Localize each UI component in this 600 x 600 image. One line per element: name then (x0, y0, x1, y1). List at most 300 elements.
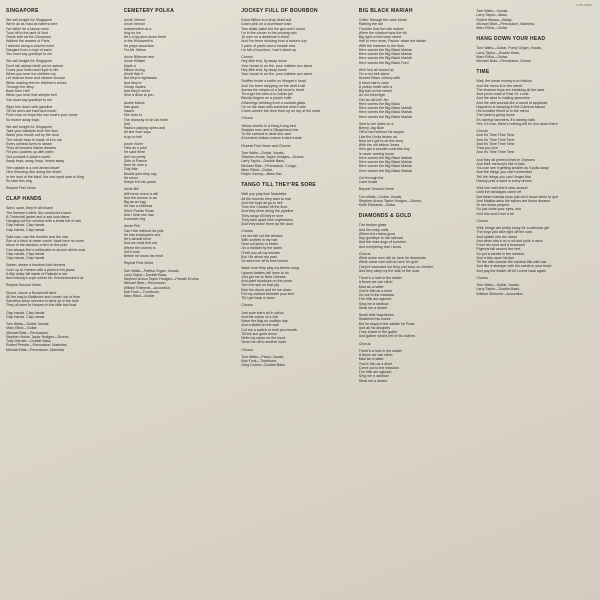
credit-line: Tom Waits—Vocals, (476, 9, 509, 13)
column-5 (476, 4, 594, 600)
lyric-line: Independent as a (123, 26, 152, 31)
lyric-line: He's a big shot down there (123, 35, 167, 39)
lyric-line: What some men will do here for diamonds (358, 256, 426, 260)
lyric-line: Now he runs a (123, 163, 147, 167)
lyric-line: Keeps it in his pants (123, 180, 156, 184)
lyric-line: And it's Time Time Time (476, 150, 515, 155)
lyric-line: They're wounded but they just keep on climbin' (358, 264, 434, 269)
lyric-line: Can always find a millionaire to shovel all the coal (6, 247, 86, 252)
lyric-line: They tango till they're sore (241, 213, 284, 218)
song-hang-down-your-head (476, 36, 590, 63)
lyric-line: And they leave them by the door (241, 222, 293, 226)
lyric-line: Till his arms are hard and mean (6, 109, 57, 113)
lyric-line: Uncle William (123, 59, 146, 64)
song-title: JOCKEY FULL OF BOURBON (241, 8, 318, 14)
lyric-line: Across the stripes of a full moon's head (241, 87, 304, 92)
lyric-line: And the things you can't remember (476, 170, 532, 175)
song-diamonds-gold (359, 213, 473, 383)
column-1 (6, 4, 124, 600)
lyric-line: Moon in the window, a bird on the pole (6, 243, 68, 248)
lyric-line: Chorus (358, 341, 371, 346)
credit-line: Michael Blair—Percussion, Congo, (241, 163, 297, 168)
lyric-line: Here comes the Big Black Mariah (358, 168, 413, 173)
lyric-line: Kick the drunk and let me down (241, 287, 292, 292)
lyric-line: Ain't no pretty (123, 154, 146, 159)
lyric-lines (476, 79, 590, 280)
lyric-line: And all his disciples (358, 325, 391, 330)
lyric-line: History puts a saint in every dream (476, 178, 532, 183)
lyric-line: Girls in France (123, 158, 147, 163)
lyric-line: Send me off to another town (241, 340, 287, 345)
lyric-line: Let me fall out the window (241, 233, 283, 238)
lyric-line: A wooden leg (123, 217, 146, 221)
lyric-line: Goin' up to Harlem with a pistol in his jeans (6, 267, 75, 272)
lyric-line: Cut through the (358, 175, 384, 180)
lyric-line: He plays accordion (123, 43, 155, 48)
lyric-line: Till I get back in town (241, 296, 275, 300)
lyric-line: On a blanket by the stairs (241, 246, 282, 251)
lyric-line: And (123, 121, 130, 126)
lyric-line: Chorus (241, 347, 253, 352)
lyric-line: His invisible friend is in the mirror (476, 109, 530, 113)
lyric-line: Till the dish outside the window fills with rain (476, 260, 547, 264)
lyric-line: And the boys all go to hell (241, 200, 283, 205)
credit-line: Tom Waits—Guitar, Vocals, (6, 322, 50, 326)
lyric-line: Give a dime to you (123, 93, 154, 98)
lyric-line: Chorus (241, 303, 253, 308)
lyric-line: A flamingo drinking from a cocktail glass (241, 100, 306, 105)
credit-line: Marc Ribot—Guitar (476, 26, 508, 30)
lyric-line: Clap hands, Clap hands (6, 251, 45, 256)
lyric-line: Edna Million in a drop dead suit (241, 18, 292, 22)
lyric-line: Just get me to New Orleans (241, 274, 286, 279)
lyric-line: Wash your mouth out by the door (6, 133, 60, 138)
lyric-line: The hills are aglowin (358, 370, 392, 374)
lyric-line: Wipe him down with gasoline (6, 104, 53, 109)
lyric-line: Is go to hell (123, 134, 142, 139)
lyric-line: Hey little bird, fly away home (241, 59, 287, 64)
song-big-black-mariah (359, 8, 473, 207)
lyric-line: Come out to the meadow (358, 365, 399, 370)
song-clap-hands (6, 196, 120, 352)
lyric-line: And they'll never (123, 89, 151, 93)
lyric-line: Yellow sheets in a Hong Kong bed (241, 123, 296, 128)
lyric-line: While some men will do here for gold (358, 260, 418, 265)
credits (241, 151, 355, 177)
credit-line: Repeat First Verse (123, 261, 154, 266)
lyric-line: Off to bed without his supper (358, 130, 405, 135)
lyric-line: And Matilda asks the sailors are those dreams (476, 198, 551, 203)
lyric-line: And the tumour is as (123, 195, 157, 200)
credit-line: Repeat First Verse (6, 186, 36, 190)
lyric-line: With confetti in my hair (241, 237, 278, 242)
lyric-line: I'm on the lawn with someone else's wife (241, 104, 306, 109)
lyric-line: Say goodbye to the railroad (358, 236, 403, 240)
lyric-line: All she ever says (123, 130, 151, 135)
lyric-line: Insane (123, 109, 135, 113)
lyric-line: Sing me a rainbow (358, 374, 389, 379)
lyric-line: The band is going home (476, 113, 515, 118)
lyric-line: Drank with all the Chinamen (6, 35, 51, 39)
lyric-line: You must say goodbye to me (6, 52, 53, 56)
song-tango-till-they-re-sore (241, 182, 355, 367)
lyric-line: And it's Time Time Time (476, 133, 515, 138)
lyric-line: She lives in (123, 113, 142, 118)
lyric-line: Clap hands, Clap hands (6, 227, 45, 232)
lyric-line: Big as an egg (123, 200, 146, 204)
lyric-line: Take your blankets from the floor (6, 129, 59, 133)
lyric-line: Steal me a dream (358, 305, 388, 310)
credits (6, 186, 120, 190)
credit-line: Ralph Carney—Bass Sax (241, 172, 282, 176)
lyric-line: Dangled from a rope of sand (6, 47, 52, 52)
lyric-line: Took off to the land of Nod (6, 30, 48, 35)
credits (6, 322, 120, 352)
lyric-line: Where the robins grow (358, 231, 395, 236)
lyric-line: Put my clarinet beneath your bed (241, 291, 294, 296)
song-title: TIME (476, 69, 490, 76)
lyric-line: You must say goodbye to me (6, 97, 53, 102)
lyric-line: Radio's playing opera and (123, 126, 166, 130)
lyric-line: They shave in the gutter (358, 330, 398, 334)
credit-line: Tony Garnier—Double Bass, (6, 339, 52, 343)
lyric-line: Away boys, away, boys, heave away (6, 158, 65, 163)
lyric-line: When you hear that steeple bell (6, 93, 57, 98)
lyric-line: Sent to the skies on a (358, 121, 394, 126)
credit-line: Bob Funk—Trombone, (123, 289, 160, 294)
lyric-line: Two dollar pistol but the gun won't shoot (241, 26, 306, 31)
lyric-line: Thunder that the rain makes (358, 26, 404, 31)
lyric-line: The doorway of an old hotel (123, 117, 168, 122)
lyric-line: For Mr. Weiss (123, 47, 146, 52)
lyric-line: A hundred dollars makes it dark inside (241, 136, 302, 141)
song-time (476, 69, 590, 296)
lyric-line: Tell the things you can't forget that (476, 174, 531, 179)
lyric-line: You're thin as a dime (358, 288, 393, 293)
lyric-line: Here comes the Big Black Mariah (358, 160, 413, 164)
lyric-line: Tidy little (123, 167, 138, 172)
lyric-line: Chorus (476, 275, 488, 280)
lyric-line: Steal me a dream (358, 378, 388, 383)
lyric-line: When you hear the children cry (6, 72, 56, 76)
song-title: DIAMONDS & GOLD (358, 213, 412, 220)
lyric-line: A Cincinnati jacket and a sad luck dame (6, 214, 70, 219)
credit-line: William Shimmel—Accordion, (123, 285, 171, 290)
lyric-line: Chorus (358, 251, 371, 256)
credit-line: Larry Taylor—Double Bass, (476, 50, 521, 55)
lyric-line: He's almost blind (123, 237, 151, 241)
lyric-lines (241, 192, 355, 352)
lyric-line: The broken glass (358, 223, 387, 228)
song-cemetery-polka (124, 8, 238, 298)
credit-line: Michael Blair—Percussion, Marimba, (476, 21, 536, 26)
lyric-line: So heave away boys (6, 117, 40, 122)
credits (476, 283, 590, 296)
column-3 (241, 4, 359, 600)
lyric-line: We sail tonight for Singapore (6, 59, 53, 64)
lyric-line: Turn the spit on that pig (241, 283, 279, 288)
lyric-lines (359, 18, 473, 184)
lyric-line: And they sleep by the side of the road (358, 268, 420, 273)
lyric-lines (6, 206, 120, 319)
lyric-line: And you're east of East St. Louis (476, 92, 529, 96)
lyric-line: Has gone (123, 104, 139, 109)
lyric-line: World War II (123, 72, 144, 76)
lyric-line: 2 pairs of pants and a mohair vest (241, 43, 296, 48)
lyric-line: Here comes the Big Black Mariah (358, 114, 413, 119)
lyric-line: Bookie joint they say (123, 171, 157, 176)
lyric-line: We're all as mad as hatters here (6, 22, 58, 27)
lyric-line: But he stays in the saddle for Rose (358, 321, 415, 326)
lyric-line: You can see it getting smaller as it pulls away (476, 166, 549, 170)
lyric-line: Chorus (476, 218, 488, 223)
lyric-line: He's throwing dice along the wharf (6, 170, 61, 175)
lyric-line: Wave the flag on cadillac day (241, 319, 288, 323)
lyric-line: Till the sun goes down (241, 331, 277, 336)
song-credits (476, 9, 590, 30)
lyric-line: Fill your pockets up with earth (6, 150, 54, 155)
credit-line: Michael Blair—Percussion, Marimba (6, 347, 64, 352)
credit-line: Repeat Second Verse (358, 187, 394, 192)
song-title: TANGO TILL THEY'RE SORE (241, 182, 317, 189)
lyric-line: Just sure she's all in calico (241, 310, 284, 315)
credit-line: Stephen Arvizu Taylor Hodges—Parade Drums, (123, 277, 200, 281)
lyric-line: Uncle Phil (123, 224, 140, 229)
lyric-line: And it's Time Time Time (476, 141, 515, 146)
lyric-line: Well you play that Tarantella (241, 192, 287, 197)
lyric-line: Your house is on fire, your children are alone (241, 63, 313, 68)
lyric-line: Benny Jag Blue (358, 126, 384, 130)
credit-line: Greg Cohen—Double Bass (241, 363, 285, 368)
lyric-line: Cane brake (358, 180, 378, 184)
lyric-line: 16 men on a deadman's chest (241, 35, 290, 39)
lyric-line: Flew as a pilot (123, 146, 147, 150)
lyric-line: I danced along a colored wind (6, 43, 54, 48)
lyric-line: Write my name on the hood (241, 336, 286, 340)
lyric-line: In the land of the blind, the one eyed man is King (6, 174, 84, 179)
lyric-line: Here comes the Big Black Mariah (358, 52, 413, 56)
lyric-line: Well she said she'd stick around (476, 186, 528, 190)
lyric-line: Uncle Violet (123, 141, 143, 146)
lyric-line: A fence we can climb (358, 353, 393, 357)
lyric-line: Bloody fingers on a purple knife (241, 96, 292, 101)
lyric-line: A yellow bullet with a (358, 84, 392, 89)
lyric-line: Uncle Bill (123, 187, 139, 192)
lyric-line: Here comes the Big Black Ford (358, 60, 409, 65)
lyric-line: Auntie Mame (123, 100, 145, 105)
lyric-line: Get yourself a dollar's worth (6, 154, 51, 159)
lyric-line: Until the bandages came off (476, 190, 522, 195)
lyric-line: Let marrow bone and cleaver choose (6, 76, 66, 81)
lyric-line: Son of a bitch is never comin' back here no more (6, 239, 84, 243)
lyric-line: In the Woolworth's (123, 39, 153, 44)
lyric-line: I guess daisies will have to do (241, 270, 289, 275)
credits (476, 46, 590, 63)
lyric-line: Like the Linda brides do (358, 134, 397, 139)
column-2 (124, 4, 242, 600)
lyric-line: And the rusty nails (358, 227, 389, 232)
credits (241, 355, 355, 368)
lyric-line: Deal out jacks or better (241, 242, 279, 246)
lyric-line: Can't live without his pills (123, 228, 164, 233)
lyric-line: And they're (123, 80, 142, 85)
lyric-line: And a kiss upon his lips (476, 255, 514, 260)
lyric-line: So just close your eyes, son (476, 207, 522, 212)
lyric-line: Repeat Second Verse (6, 283, 41, 288)
lyric-line: Cut me a switch or hold you breath (241, 327, 297, 332)
lyric-line: With the old widow Jones (358, 143, 400, 147)
song-title: SINGAPORE (6, 8, 39, 14)
lyric-line: And the mad dogs of summer (358, 240, 406, 245)
lyric-line: The shadow boys are breaking all the laws (476, 87, 545, 92)
lyric-line: With the hammer to the floor (358, 43, 405, 48)
lyric-line: So send me off to bed forever (241, 259, 289, 263)
lyric-line: I'm full of bourbon; I can't stand up (241, 47, 296, 52)
lyric-line: Cross your heart and hope to die (6, 67, 59, 72)
lyric-line: Shove, shove a Roosevelt dime (6, 290, 57, 295)
lyric-line: Here comes the Big Black (358, 101, 401, 106)
credit-line: Tom Waits—Guitar, Vocals, (241, 150, 285, 155)
lyric-line: Clap hands, Clap hands (6, 310, 45, 315)
credit-line: Michael Blair—Percussion, (6, 330, 49, 335)
lyric-line: Hey little bird, fly away home (241, 67, 287, 72)
lyric-line: Is never coming home (358, 151, 395, 156)
lyric-line: And they drive along the pipeline (241, 209, 294, 214)
lyric-line: There's a hole in the ladder (358, 276, 403, 280)
lyric-line: The whole town is made of iron ore (6, 137, 62, 142)
credits (124, 261, 238, 298)
lyric-line: Well, the smart money's on Harlow (476, 79, 532, 84)
credit-line: Marc Ribot—Guitar, (6, 326, 38, 331)
lyric-line: And splash into the street (476, 234, 517, 239)
lyric-line: The captain is a one armed dwarf (6, 166, 60, 170)
lyric-line: Big ball on the wheel (358, 89, 392, 93)
lyric-line: And the wind is making speeches (476, 96, 530, 101)
song-singapore (6, 8, 120, 190)
credit-line: Marc Ribot—Guitar, (241, 167, 273, 172)
lyric-line: Your house is on fire, your children are alone (241, 72, 313, 76)
lyric-line: And the colour of a doll (241, 314, 278, 319)
credit-line: Larry Taylor—Double Bass, (476, 287, 521, 292)
lyric-line: Steam, steam a hundred bad dreams (6, 263, 66, 268)
lyric-line: Here comes the Big Black Mariah (358, 47, 413, 52)
lyric-line: He never (123, 175, 139, 180)
lyric-line: Here comes the Big Black Mariah (358, 106, 413, 110)
lyric-line: That you love (476, 146, 498, 150)
lyric-line: And the moon is in the street (476, 83, 523, 88)
song-title: CLAP HANDS (6, 196, 42, 203)
lyric-line: But I lie about my past (241, 254, 277, 259)
credit-line: Michael Blair—Percussion, (123, 281, 167, 286)
lyric-line: You're thin as a dime (358, 361, 393, 366)
lyric-line: And everything that I know (358, 244, 402, 249)
lyric-line: Get an old bell Jim (358, 97, 389, 102)
credit-line: Keith Richards—Guitar (358, 203, 396, 207)
lyric-line: While making feet for children's shoes (6, 80, 67, 85)
lyric-line: I've fallen for a tawny moor (6, 26, 49, 31)
lyric-line: She's Puerto Rican (123, 208, 155, 213)
lyric-line: They take apart their nightmares (241, 217, 293, 222)
lyric-line: On a red bell dame (358, 72, 390, 76)
credit-line: Tom Waits—Farfisa Organ, Vocals, (123, 268, 180, 273)
lyric-lines (359, 223, 473, 383)
lyric-line: Pigeons fall around her feet (476, 247, 521, 252)
credit-line: Marc Ribot—Guitar, (476, 54, 508, 59)
lyric-line: Schiffer broke a bottle on Morgan's head (241, 79, 306, 84)
lyric-line: And I hear she has (123, 212, 154, 217)
lyric-line: The boys just dive right off the cars (476, 230, 533, 235)
lyric-line: Well he's all boxed up (358, 67, 394, 72)
lyric-line: Shattered his knees (358, 317, 391, 322)
lyric-line: Sane, sane, they're all insane (6, 206, 54, 211)
lyric-line: To the carnival is what she said (241, 132, 291, 136)
lyric-line: And the rain sounds like a round of applause (476, 100, 548, 105)
lyric-line: Here comes the Big Black Mariah (358, 155, 413, 160)
lyric-line: A fence we can climb (358, 280, 393, 285)
lyric-line: Dutch pink on a downtown train (241, 22, 292, 27)
lyric-line: Walked the sewers of Paris (6, 39, 50, 44)
lyric-line: Will never leave a will (123, 191, 158, 196)
lyric-line: And pay the fiddler off till I come back again (476, 268, 546, 273)
lyric-line: Yes, it's true, there's nothing left for him down there (476, 121, 558, 126)
lyric-line: Said roar, roar the thunder and the roar (6, 234, 69, 239)
lyric-line: Make sure they play my theme song (241, 266, 299, 271)
lyric-line: Hanging out the window with a bottle full of rain (6, 219, 82, 223)
credit-line: Stephen Arvizu Taylor Hodges—Drums, (358, 198, 423, 203)
credit-line: Marc Ribot—Guitar (123, 294, 155, 298)
credit-line: Tom Waits—Guitar, Pump Organ, Vocals, (476, 46, 543, 51)
lyric-line: Repeat First Verse and Chorus (241, 143, 291, 148)
lyric-line: Cheap skates (123, 84, 146, 89)
lyric-line: Hunted Black Johnny with (358, 76, 401, 81)
lyric-line: They all become Italian dreams (6, 146, 56, 150)
lyric-line: All the hounds they start to roar (241, 196, 292, 201)
lyric-line: And their memory's like a train (476, 161, 525, 166)
lyric-line: When the shadow tops the hill (358, 30, 407, 35)
lyric-line: It's raining hammers, it's raining nails (476, 117, 536, 122)
lyric-line: A blind man's cane (358, 80, 389, 85)
lyric-line: Then the Cubans hit the floor (241, 205, 288, 209)
lyric-line: From now on boys this iron boat's your home (6, 113, 78, 118)
lyric-line: The hills are aglowin (358, 297, 392, 302)
lyric-line: Uncle Vernon (123, 18, 146, 22)
column-4 (359, 4, 477, 600)
lyric-line: He's got a wooden coat this boy (358, 147, 410, 152)
lyric-line: We sail tonight for Singapore (6, 18, 53, 22)
lyric-line: A fifty dollar bill inside of Palladin's hat (6, 271, 67, 276)
lyric-line: Back from Hell (6, 89, 30, 93)
lyric-line: Where the money is (123, 245, 156, 250)
lyric-line: And we must find out (123, 241, 158, 246)
lyric-line: Small time Napoleons (358, 313, 394, 317)
lyric-line: I'll tell you all my secrets (241, 250, 280, 255)
lyric-line: Million during (123, 67, 145, 72)
lyric-columns (6, 4, 594, 600)
lyric-line: Through the alley (6, 84, 34, 89)
lyric-line: Hog on ice (123, 30, 141, 35)
lyric-line: Every witness turns to steam (6, 141, 52, 146)
lyric-line: He said there (123, 150, 145, 155)
credit-line: Larry Taylor—Bass, (476, 13, 508, 18)
credit-line: Larry Taylor—Double Bass, (123, 272, 168, 277)
lyric-line: Well, things are pretty lousy for a calendar girl (476, 226, 550, 230)
lyric-lines (241, 18, 355, 148)
lyric-line: And I've been stepping on the devil's tail (241, 83, 306, 88)
lyric-line: Before he loses his mind (123, 254, 163, 258)
lyric-line: Uncle Vernon (123, 22, 146, 27)
lyric-line: And they all pretend they're Orphans (476, 157, 535, 162)
lyric-line: Just like a stranger with the seeds in your heart (476, 264, 552, 269)
